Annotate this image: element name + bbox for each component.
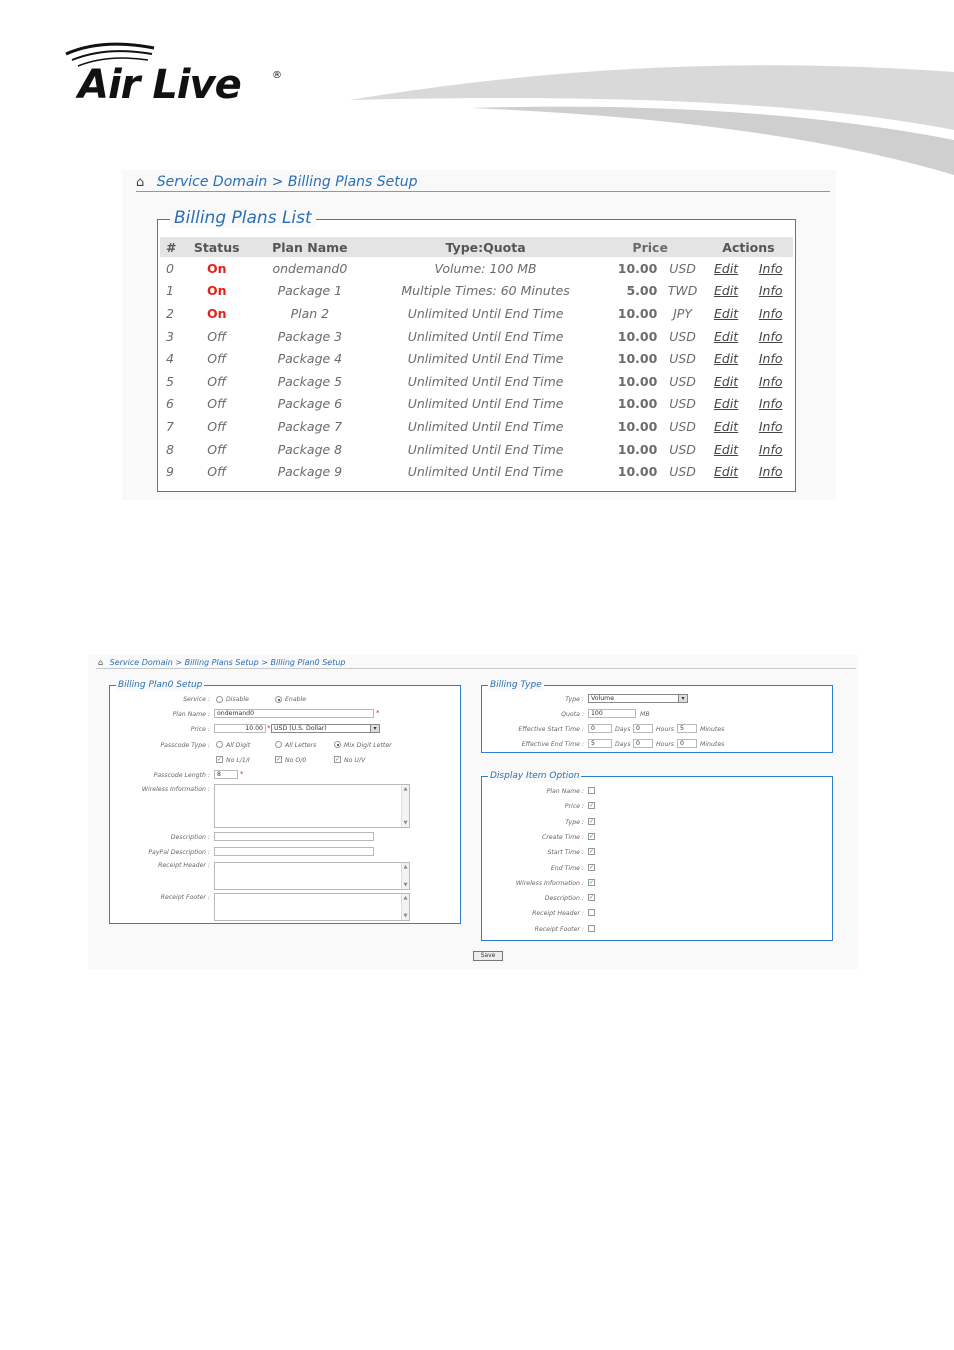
service-disable-radio[interactable] [216, 696, 223, 703]
display-item-label: Wireless Information : [515, 879, 584, 887]
row-status: On [206, 305, 227, 321]
info-link-cell [748, 460, 793, 483]
quota-unit: MB [640, 711, 650, 718]
description-label: Description : [170, 834, 210, 841]
start-days-input[interactable]: 0 [588, 724, 612, 733]
row-plan-name: Package 5 [277, 373, 343, 389]
row-status: Off [207, 351, 227, 367]
scroll-up-icon[interactable]: ▲ [403, 786, 408, 792]
service-label: Service : [183, 696, 210, 703]
receipt-header-label: Receipt Header : [158, 862, 210, 869]
edit-link-cell [704, 370, 749, 393]
col-index: # [160, 237, 184, 257]
display-item-label: Type : [565, 818, 584, 826]
plan-name-input[interactable]: ondemand0 [214, 709, 374, 718]
info-link[interactable]: Info [758, 441, 783, 457]
info-link-cell [748, 325, 793, 348]
row-price: 10.00 [617, 464, 658, 480]
info-link-cell [748, 302, 793, 325]
info-link-cell [748, 393, 793, 416]
no-o0-label: No O/0 [285, 757, 307, 764]
row-plan-name: Package 6 [277, 396, 343, 412]
billing-plan-setup-fieldset [109, 680, 461, 924]
row-plan-name: Package 9 [277, 464, 343, 480]
passcode-mix-radio[interactable] [334, 741, 341, 748]
row-type-quota: Multiple Times: 60 Minutes [401, 283, 570, 299]
edit-link-cell [704, 257, 749, 280]
effective-start-time-label: Effective Start Time : [518, 726, 584, 733]
scroll-down-icon[interactable]: ▼ [403, 882, 408, 888]
breadcrumb-separator: > [261, 658, 268, 667]
textarea-scrollbar[interactable] [401, 863, 409, 889]
passcode-length-input[interactable]: 8 [214, 770, 238, 779]
row-currency: USD [669, 396, 696, 412]
row-index: 1 [166, 283, 174, 299]
end-hours-input[interactable]: 0 [633, 739, 653, 748]
row-status: Off [207, 396, 227, 412]
days-label: Days [615, 741, 631, 748]
paypal-description-input[interactable] [214, 847, 374, 856]
quota-label: Quota : [561, 711, 584, 718]
display-item-label: Price : [564, 803, 584, 811]
fieldset-legend: Billing Type [490, 680, 542, 690]
info-link[interactable]: Info [758, 283, 783, 299]
row-currency: USD [669, 373, 696, 389]
row-status: Off [207, 441, 227, 457]
row-currency: USD [669, 418, 696, 434]
row-status: On [206, 283, 227, 299]
fieldset-legend: Billing Plans List [170, 208, 316, 228]
row-price: 10.00 [617, 260, 658, 276]
currency-select[interactable] [271, 724, 380, 733]
row-currency: USD [669, 260, 696, 276]
row-price: 10.00 [617, 305, 658, 321]
display-item-label: Create Time : [541, 833, 584, 841]
scroll-up-icon[interactable]: ▲ [403, 895, 408, 901]
edit-link-cell [704, 302, 749, 325]
row-price: 10.00 [617, 441, 658, 457]
row-plan-name: Package 3 [277, 328, 343, 344]
start-hours-input[interactable]: 0 [633, 724, 653, 733]
type-select-value: Volume [591, 695, 615, 702]
registered-mark: ® [272, 70, 282, 81]
row-price: 10.00 [617, 328, 658, 344]
service-enable-label: Enable [285, 696, 307, 703]
no-o0-checkbox[interactable]: ✓ [276, 756, 282, 763]
edit-link-cell [704, 460, 749, 483]
row-type-quota: Unlimited Until End Time [407, 464, 564, 480]
scroll-down-icon[interactable]: ▼ [403, 913, 408, 919]
save-button[interactable]: Save [473, 951, 503, 961]
fieldset-legend: Display Item Option [490, 771, 580, 781]
info-link[interactable]: Info [758, 351, 783, 367]
edit-link[interactable]: Edit [714, 441, 739, 457]
receipt-footer-label: Receipt Footer : [160, 894, 210, 901]
row-plan-name: Package 7 [277, 418, 343, 434]
type-select[interactable] [588, 694, 688, 703]
row-type-quota: Unlimited Until End Time [407, 351, 564, 367]
breadcrumb-billing-plans-setup[interactable]: Billing Plans Setup [184, 658, 259, 667]
row-type-quota: Unlimited Until End Time [407, 441, 564, 457]
description-input[interactable] [214, 832, 374, 841]
row-index: 9 [166, 464, 174, 480]
table-row [160, 325, 793, 348]
required-marker: * [240, 770, 244, 778]
edit-link[interactable]: Edit [714, 418, 739, 434]
display-item-checkbox[interactable]: ✓ [589, 832, 595, 840]
display-item-checkbox[interactable]: ✓ [589, 802, 595, 810]
row-price: 10.00 [617, 396, 658, 412]
row-status: On [206, 260, 227, 276]
breadcrumb-separator: > [271, 174, 284, 190]
billing-plans-table [160, 237, 793, 483]
edit-link[interactable]: Edit [714, 464, 739, 480]
table-header-row [160, 237, 793, 257]
display-item-checkbox[interactable] [588, 925, 595, 932]
receipt-footer-textarea[interactable] [214, 893, 410, 921]
row-status: Off [207, 328, 227, 344]
paypal-description-label: PayPal Description : [148, 849, 210, 856]
display-item-label: Receipt Footer : [534, 925, 584, 933]
scroll-up-icon[interactable]: ▲ [403, 864, 408, 870]
plan-name-label: Plan Name : [172, 711, 210, 718]
passcode-mix-label: Mix Digit Letter [344, 742, 392, 749]
hours-label: Hours [656, 726, 675, 733]
info-link[interactable]: Info [758, 464, 783, 480]
row-currency: USD [669, 464, 696, 480]
row-status: Off [207, 464, 227, 480]
edit-link-cell [704, 415, 749, 438]
row-index: 8 [166, 441, 174, 457]
row-index: 4 [166, 351, 174, 367]
home-icon[interactable]: ⌂ [98, 658, 104, 667]
row-price: 10.00 [617, 373, 658, 389]
row-index: 6 [166, 396, 174, 412]
row-type-quota: Unlimited Until End Time [407, 373, 564, 389]
type-label: Type : [565, 696, 584, 703]
row-type-quota: Volume: 100 MB [434, 260, 537, 276]
info-link-cell [748, 415, 793, 438]
info-link[interactable]: Info [758, 260, 783, 276]
row-currency: TWD [667, 283, 698, 299]
home-icon[interactable]: ⌂ [136, 175, 145, 190]
row-price: 10.00 [617, 351, 658, 367]
breadcrumb [136, 174, 418, 190]
edit-link[interactable]: Edit [714, 396, 739, 412]
row-index: 5 [166, 373, 174, 389]
billing-type-fieldset [481, 680, 833, 753]
row-plan-name: Package 4 [277, 351, 343, 367]
display-item-label: Plan Name : [546, 788, 584, 795]
no-uv-checkbox[interactable]: ✓ [335, 756, 341, 763]
table-row [160, 302, 793, 325]
passcode-all-letters-label: All Letters [285, 742, 317, 749]
table-row [160, 415, 793, 438]
breadcrumb-separator: > [175, 658, 183, 667]
info-link[interactable]: Info [758, 373, 783, 389]
row-plan-name: ondemand0 [272, 260, 348, 276]
info-link-cell [748, 280, 793, 303]
display-item-checkbox[interactable]: ✓ [589, 878, 595, 886]
chevron-down-icon[interactable]: ▾ [370, 725, 379, 732]
table-row [160, 438, 793, 461]
fieldset-legend: Billing Plan0 Setup [118, 680, 203, 690]
edit-link[interactable]: Edit [714, 260, 739, 276]
col-plan-name: Plan Name [249, 237, 371, 257]
currency-select-value: USD (U.S. Dollar) [274, 725, 327, 732]
edit-link-cell [704, 347, 749, 370]
end-days-input[interactable]: 5 [588, 739, 612, 748]
wireless-information-textarea[interactable] [214, 784, 410, 828]
row-type-quota: Unlimited Until End Time [407, 396, 564, 412]
hours-label: Hours [656, 741, 675, 748]
days-label: Days [615, 726, 631, 733]
table-row [160, 280, 793, 303]
row-currency: USD [669, 441, 696, 457]
col-actions: Actions [704, 237, 793, 257]
row-type-quota: Unlimited Until End Time [407, 328, 564, 344]
breadcrumb-service-domain[interactable]: Service Domain [156, 174, 268, 190]
quota-input[interactable]: 100 [588, 709, 636, 718]
passcode-all-letters-radio[interactable] [275, 741, 282, 748]
info-link-cell [748, 438, 793, 461]
passcode-length-label: Passcode Length : [153, 772, 210, 779]
table-row [160, 393, 793, 416]
edit-link-cell [704, 438, 749, 461]
wireless-information-label: Wireless Information : [141, 786, 210, 793]
display-item-checkbox[interactable]: ✓ [589, 863, 595, 871]
effective-end-time-label: Effective End Time : [521, 741, 584, 748]
col-status: Status [184, 237, 249, 257]
end-minutes-input[interactable]: 0 [677, 739, 697, 748]
price-input[interactable]: 10.00 [214, 724, 266, 733]
display-item-label: Description : [544, 895, 584, 903]
display-item-checkbox[interactable]: ✓ [589, 894, 595, 902]
display-item-checkbox[interactable]: ✓ [589, 848, 595, 856]
row-index: 3 [166, 328, 174, 344]
required-marker: * [267, 724, 271, 732]
row-currency: USD [669, 351, 696, 367]
passcode-all-digit-label: All Digit [226, 742, 251, 749]
airlive-logo: Air Live [78, 62, 241, 108]
price-label: Price : [190, 726, 210, 733]
edit-link[interactable]: Edit [714, 351, 739, 367]
breadcrumb [98, 658, 345, 667]
row-currency: USD [669, 328, 696, 344]
display-item-label: Start Time : [547, 849, 584, 857]
chevron-down-icon[interactable]: ▾ [678, 695, 687, 702]
edit-link[interactable]: Edit [714, 328, 739, 344]
no-l1i-label: No L/1/I [226, 757, 250, 764]
row-type-quota: Unlimited Until End Time [407, 305, 564, 321]
breadcrumb-service-domain[interactable]: Service Domain [109, 658, 173, 667]
display-item-checkbox[interactable]: ✓ [589, 817, 595, 825]
row-plan-name: Package 8 [277, 441, 343, 457]
textarea-scrollbar[interactable] [401, 785, 409, 827]
start-minutes-input[interactable]: 5 [677, 724, 697, 733]
table-row [160, 347, 793, 370]
row-price: 5.00 [626, 283, 658, 299]
textarea-scrollbar[interactable] [401, 894, 409, 920]
edit-link[interactable]: Edit [714, 373, 739, 389]
breadcrumb-billing-plans-setup[interactable]: Billing Plans Setup [287, 174, 418, 190]
display-item-label: End Time : [550, 864, 584, 872]
row-index: 7 [166, 418, 174, 434]
edit-link-cell [704, 393, 749, 416]
breadcrumb-divider [136, 191, 830, 192]
col-type-quota: Type:Quota [371, 237, 601, 257]
table-row [160, 370, 793, 393]
display-item-checkbox[interactable] [588, 787, 595, 794]
edit-link-cell [704, 280, 749, 303]
row-plan-name: Plan 2 [290, 305, 330, 321]
receipt-header-textarea[interactable] [214, 862, 410, 890]
passcode-type-label: Passcode Type : [160, 742, 210, 749]
table-row [160, 460, 793, 483]
edit-link-cell [704, 325, 749, 348]
display-item-option-fieldset [481, 771, 833, 941]
row-index: 0 [166, 260, 174, 276]
billing-plans-list-screenshot [122, 170, 836, 500]
minutes-label: Minutes [700, 726, 725, 733]
table-row [160, 257, 793, 280]
row-price: 10.00 [617, 418, 658, 434]
breadcrumb-divider [96, 668, 856, 669]
scroll-down-icon[interactable]: ▼ [403, 820, 408, 826]
row-plan-name: Package 1 [277, 283, 343, 299]
no-uv-label: No U/V [344, 757, 366, 764]
info-link[interactable]: Info [758, 305, 783, 321]
info-link-cell [748, 370, 793, 393]
service-enable-radio[interactable] [275, 696, 282, 703]
row-status: Off [207, 418, 227, 434]
display-item-label: Receipt Header : [532, 910, 584, 918]
info-link[interactable]: Info [758, 418, 783, 434]
minutes-label: Minutes [700, 741, 725, 748]
row-status: Off [207, 373, 227, 389]
row-currency: JPY [673, 305, 692, 321]
row-type-quota: Unlimited Until End Time [407, 418, 564, 434]
billing-plan-setup-screenshot [88, 655, 858, 969]
col-price: Price [601, 237, 704, 257]
row-index: 2 [166, 305, 174, 321]
info-link-cell [748, 347, 793, 370]
breadcrumb-billing-plan0-setup[interactable]: Billing Plan0 Setup [270, 658, 346, 667]
billing-plans-list-fieldset [157, 208, 796, 492]
no-l1i-checkbox[interactable]: ✓ [217, 756, 223, 763]
info-link[interactable]: Info [758, 328, 783, 344]
required-marker: * [376, 709, 380, 717]
edit-link[interactable]: Edit [714, 283, 739, 299]
info-link-cell [748, 257, 793, 280]
display-item-checkbox[interactable] [588, 909, 595, 916]
info-link[interactable]: Info [758, 396, 783, 412]
passcode-all-digit-radio[interactable] [216, 741, 223, 748]
service-disable-label: Disable [226, 696, 249, 703]
edit-link[interactable]: Edit [714, 305, 739, 321]
